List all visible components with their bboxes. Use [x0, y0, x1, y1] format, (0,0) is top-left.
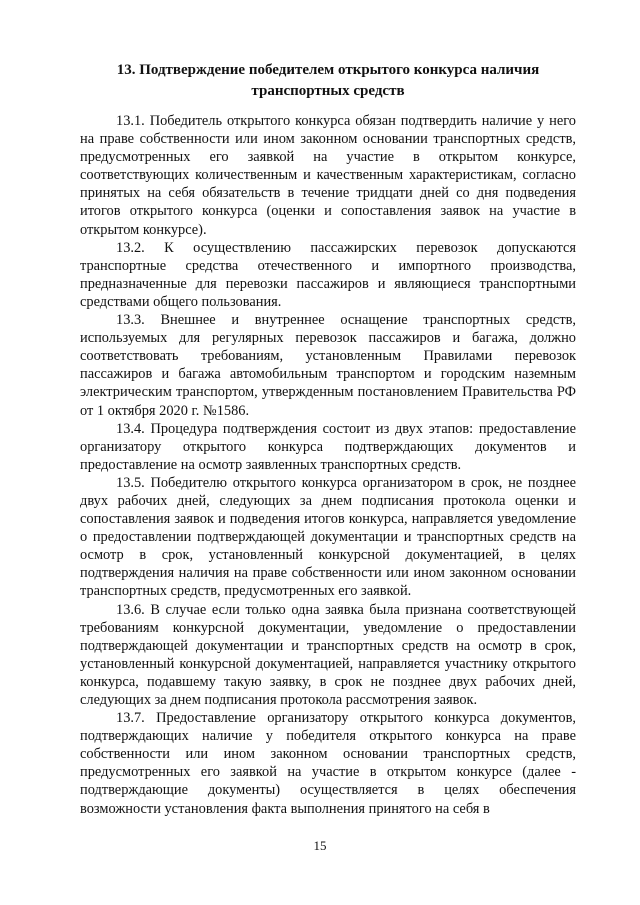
paragraph-13-4: 13.4. Процедура подтверждения состоит из двух этапов: предоставление организатору открытого конкурса подтверждающих документов и предоставление на осмотр заявленных транспортных средств.: [80, 420, 576, 473]
paragraph-13-2: 13.2. К осуществлению пассажирских перевозок допускаются транспортные средства отечественного и импортного производства, предназначенные для перевозки пассажиров и являющиеся транспортными средствами общего пользования.: [80, 239, 576, 310]
paragraph-13-3: 13.3. Внешнее и внутреннее оснащение транспортных средств, используемых для регулярных перевозок пассажиров и багажа, должно соответствовать требованиям, установленным Правилами перевозок пассажиров и багажа автомобильным транспортом и городским наземным электрическим транспортом, утвержденным постановлением Правительства РФ от 1 октября 2020 г. №1586.: [80, 312, 576, 419]
paragraph-13-5: 13.5. Победителю открытого конкурса организатором в срок, не позднее двух рабочих дней, следующих за днем подписания протокола оценки и сопоставления заявок и подведения итогов конкурса, направляется уведомление о предоставлении подтверждающей документации и транспортных средств на осмотр в срок, установленный конкурсной документацией, в целях подтверждения наличия на праве собственности или ином законном основании транспортных средств, предусмотренных его заявкой.: [80, 474, 576, 600]
paragraph-13-1: 13.1. Победитель открытого конкурса обязан подтвердить наличие у него на праве собственности или ином законном основании транспортных средств, предусмотренных его заявкой на участие в открытом конкурсе, соответствующих количественным и качественным характеристикам, согласно принятых на себя обязательств в течение тридцати дней со дня подведения итогов открытого конкурса (оценки и сопоставления заявок на участие в открытом конкурсе).: [80, 113, 576, 238]
page-number: 15: [313, 838, 327, 853]
paragraph-13-6: 13.6. В случае если только одна заявка была признана соответствующей требованиям конкурсной документации, уведомление о предоставлении подтверждающей документации и транспортных средств на осмотр в срок, установленный конкурсной документацией, направляется участнику открытого конкурса, подавшему такую заявку, в срок не позднее двух рабочих дней, следующих за днем подписания протокола рассмотрения заявок.: [80, 601, 576, 708]
section-body: [80, 112, 576, 818]
section-heading: 13. Подтверждение победителем открытого конкурса наличия транспортных средств: [116, 62, 540, 99]
paragraph-13-7: 13.7. Предоставление организатору открытого конкурса документов, подтверждающих наличие у победителя открытого конкурса на праве собственности или ином законном основании транспортных средств, предусмотренных его заявкой на участие в открытом конкурсе (далее - подтверждающие документы) осуществляется в целях обеспечения возможности установления факта выполнения принятого на себя в: [80, 710, 576, 817]
